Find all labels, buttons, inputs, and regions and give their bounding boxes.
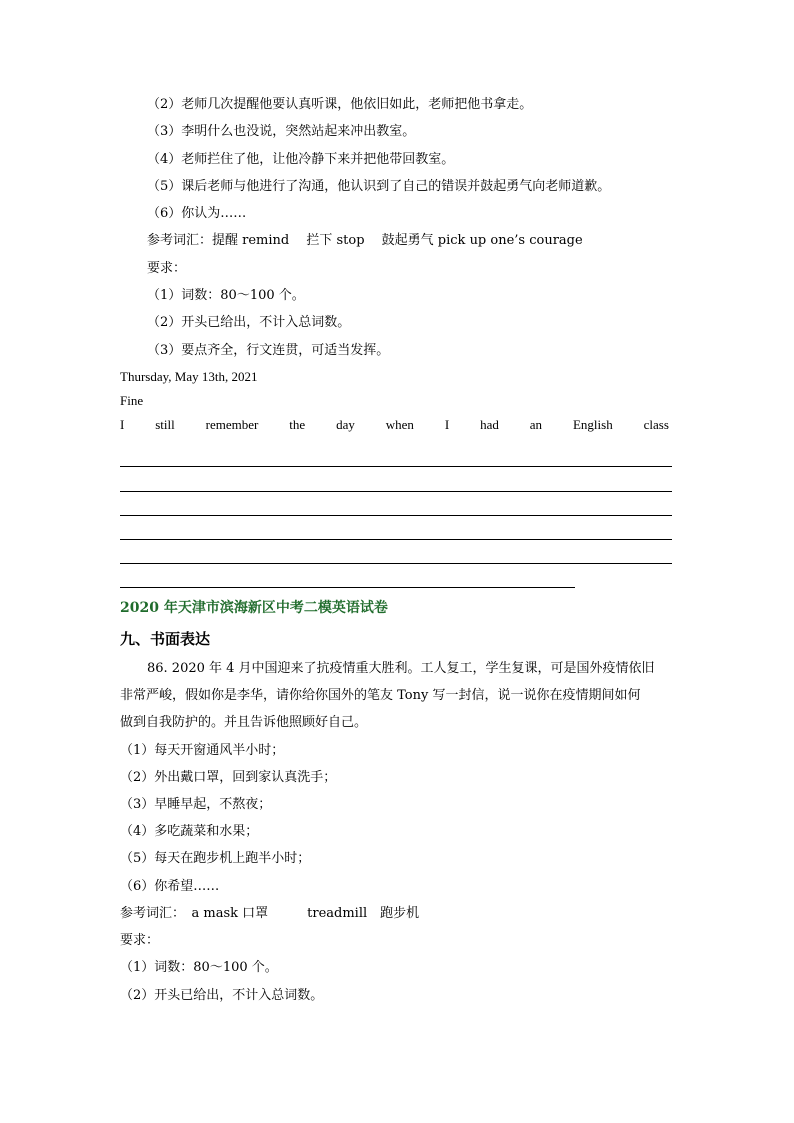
answer-line (120, 539, 672, 540)
opening-word: day (336, 417, 355, 432)
opening-word: I (120, 417, 125, 432)
answer-line (120, 491, 672, 492)
opening-word: class (643, 417, 669, 432)
point-5: （5）每天在跑步机上跑半小时； (120, 851, 311, 866)
point-2: （2）老师几次提醒他要认真听课，他依旧如此，老师把他书拿走。 (147, 97, 533, 112)
opening-word: I (444, 417, 450, 432)
prompt-line: 86. 2020 年 4 月中国迎来了抗疫情重大胜利。工人复工，学生复课，可是国外疫情依旧 (147, 661, 655, 676)
point-6: （6）你希望…… (120, 879, 220, 894)
part-title: 九、书面表达 (120, 630, 211, 648)
requirement-2: （2）开头已给出，不计入总词数。 (120, 988, 324, 1003)
answer-line (120, 563, 672, 564)
exam-title: 2020 年天津市滨海新区中考二模英语试卷 (120, 600, 388, 616)
requirements-title: 要求： (120, 933, 160, 948)
opening-word: had (480, 417, 499, 432)
requirement-1: （1）词数：80～100 个。 (147, 288, 305, 303)
opening-word: the (289, 417, 306, 432)
point-6: （6）你认为…… (147, 206, 247, 221)
answer-line (120, 466, 672, 467)
vocab-hint: 参考词汇： a mask 口罩 treadmill 跑步机 (120, 906, 420, 921)
answer-line (120, 515, 672, 516)
opening-word: an (529, 417, 543, 432)
requirement-3: （3）要点齐全，行文连贯，可适当发挥。 (147, 343, 390, 358)
point-4: （4）老师拦住了他，让他冷静下来并把他带回教室。 (147, 152, 455, 167)
prompt-paragraph (120, 655, 678, 736)
point-4: （4）多吃蔬菜和水果； (120, 824, 259, 839)
point-3: （3）李明什么也没说，突然站起来冲出教室。 (147, 124, 416, 139)
point-2: （2）外出戴口罩，回到家认真洗手； (120, 770, 337, 785)
answer-line (120, 587, 575, 588)
opening-word: still (155, 417, 175, 432)
vocab-hint: 参考词汇：提醒 remind 拦下 stop 鼓起勇气 pick up one’s courage (147, 233, 583, 248)
requirements-title: 要求： (147, 261, 187, 276)
point-1: （1）每天开窗通风半小时； (120, 743, 285, 758)
opening-word: English (572, 417, 613, 432)
point-3: （3）早睡早起，不熬夜； (120, 797, 272, 812)
prompt-line: 非常严峻，假如你是李华，请你给你国外的笔友 Tony 写一封信，说一说你在疫情期间如何 (120, 688, 641, 703)
prompt-line: 做到自我防护的。并且告诉他照顾好自己。 (120, 715, 368, 730)
letter-weather: Fine (120, 393, 144, 408)
point-5: （5）课后老师与他进行了沟通，他认识到了自己的错误并鼓起勇气向老师道歉。 (147, 179, 611, 194)
letter-date: Thursday, May 13th, 2021 (120, 369, 258, 384)
requirement-1: （1）词数：80～100 个。 (120, 960, 278, 975)
opening-word: remember (205, 417, 259, 432)
opening-word: when (385, 417, 414, 432)
requirement-2: （2）开头已给出，不计入总词数。 (147, 315, 351, 330)
opening-sentence (120, 417, 669, 433)
